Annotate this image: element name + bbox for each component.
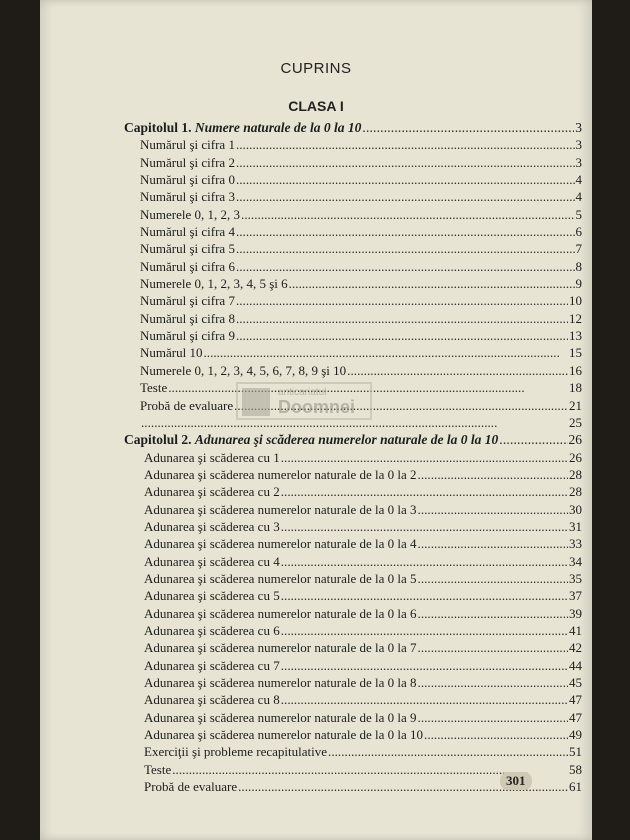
dot-leader [499,432,567,448]
entry-page-number: 6 [575,224,582,240]
entry-page-number: 3 [575,154,582,170]
entry-title: Numărul şi cifra 1 [140,137,235,153]
toc-entry-row [124,658,582,675]
chapter-number: Capitolul 1. [124,120,195,135]
toc-entry-row [124,606,582,623]
entry-page-number: 5 [575,206,582,222]
toc-entry-row [124,484,582,501]
entry-title: Teste [144,761,172,777]
dot-leader [418,502,568,518]
dot-leader [418,640,568,656]
toc-entry-row [124,727,582,744]
toc-entry-row [124,363,582,380]
dot-leader [236,259,575,275]
dot-leader [418,571,568,587]
entry-page-number: 41 [569,622,582,638]
toc-entry-row [124,293,582,310]
dot-leader [236,189,575,205]
dot-leader [418,675,568,691]
entry-title: Adunarea şi scăderea numerelor naturale de la 0 la 5 [144,570,417,586]
dot-leader [362,120,574,136]
toc-entry-row [124,744,582,761]
entry-title: Numărul şi cifra 0 [140,172,235,188]
toc-chapter-row [124,120,582,137]
entry-page-number: 8 [575,258,582,274]
table-of-contents [124,120,582,796]
entry-title: Numărul şi cifra 9 [140,328,235,344]
dot-leader [281,484,568,500]
toc-entry-row [124,259,582,276]
dot-leader [281,692,568,708]
entry-title: Adunarea şi scăderea numerelor naturale de la 0 la 10 [144,727,424,743]
entry-title: Numerele 0, 1, 2, 3, 4, 5 şi 6 [140,276,288,292]
dot-leader [347,363,568,379]
entry-title: Adunarea şi scăderea numerelor naturale de la 0 la 2 [144,466,417,482]
watermark-logo-icon [242,388,270,416]
entry-page-number: 15 [569,345,582,361]
dot-leader [236,241,575,257]
dot-leader [328,744,568,760]
toc-entry-row [124,519,582,536]
entry-title: Numărul şi cifra 5 [140,241,235,257]
dot-leader [424,727,568,743]
entry-page-number: 26 [568,432,582,448]
entry-page-number: 30 [569,501,582,517]
entry-page-number: 3 [575,120,582,135]
toc-entry-row [124,345,582,362]
dot-leader [281,554,568,570]
toc-entry-row [124,224,582,241]
toc-entry-row [124,502,582,519]
watermark [236,382,372,420]
entry-title: Adunarea şi scăderea cu 3 [144,518,280,534]
dot-leader [281,588,568,604]
toc-entry-row [124,328,582,345]
entry-page-number: 45 [569,675,582,690]
entry-title: Numerele 0, 1, 2, 3 [140,206,241,222]
chapter-name: Adunarea şi scăderea numerelor naturale de la 0 la 10 [194,432,499,448]
dot-leader [281,658,568,674]
entry-page-number: 3 [575,137,582,153]
entry-title: Numărul şi cifra 4 [140,224,235,240]
entry-page-number: 13 [569,328,582,344]
dot-leader [418,467,568,483]
dot-leader [236,155,575,171]
toc-entry-row [124,450,582,467]
toc-entry-row [124,467,582,484]
entry-page-number: 31 [569,518,582,534]
entry-title: Numărul şi cifra 6 [140,258,235,274]
dot-leader [241,207,574,223]
watermark-small-text: anticariatul [278,386,327,398]
book-page [40,0,592,840]
entry-page-number: 10 [569,293,582,309]
entry-title: Adunarea şi scăderea cu 7 [144,657,280,673]
dot-leader [203,345,568,361]
entry-page-number: 47 [569,709,582,725]
toc-entry-row [124,588,582,605]
entry-title: Adunarea şi scăderea cu 4 [144,553,280,569]
entry-page-number: 18 [569,380,582,396]
entry-page-number: 16 [569,362,582,378]
entry-page-number: 37 [569,588,582,604]
dot-leader [236,293,568,309]
chapter-name: Numere naturale de la 0 la 10 [194,120,362,135]
entry-title: Numărul şi cifra 8 [140,310,235,326]
class-heading: CLASA I [288,98,344,114]
toc-entry-row [124,155,582,172]
entry-page-number: 61 [569,779,582,795]
entry-page-number: 35 [569,570,582,586]
entry-page-number: 12 [569,310,582,326]
chapter-number: Capitolul 2. [124,432,195,448]
entry-title: Numărul şi cifra 2 [140,154,235,170]
entry-page-number: 21 [569,397,582,413]
dot-leader [281,623,568,639]
dot-leader [236,311,568,327]
entry-title: Adunarea şi scăderea numerelor naturale de la 0 la 9 [144,709,417,725]
entry-title: Probă de evaluare [140,397,234,413]
chapter-title [124,120,361,136]
entry-title: Probă de evaluare [144,779,238,795]
entry-title: Numărul şi cifra 3 [140,189,235,205]
toc-entry-row [124,189,582,206]
dot-leader [289,276,575,292]
entry-page-number: 42 [569,640,582,656]
toc-entry-row [124,571,582,588]
toc-chapter-row [124,432,582,449]
toc-entry-row [124,675,582,692]
dot-leader [281,519,568,535]
toc-entry-row [124,623,582,640]
entry-page-number: 26 [569,449,582,465]
entry-page-number: 28 [569,466,582,482]
entry-title: Adunarea şi scăderea numerelor naturale de la 0 la 4 [144,536,417,552]
entry-page-number: 9 [575,276,582,292]
entry-page-number: 7 [575,241,582,257]
toc-entry-row [124,536,582,553]
entry-page-number: 44 [569,657,582,673]
dot-leader [418,710,568,726]
dot-leader [418,606,568,622]
entry-page-number: 58 [569,761,582,777]
toc-entry-row [124,692,582,709]
entry-title: Numărul şi cifra 7 [140,293,235,309]
toc-entry-row [124,137,582,154]
dot-leader [236,172,575,188]
dot-leader [236,328,568,344]
watermark-big-text: Doomnei [278,396,356,417]
dot-leader [281,450,568,466]
entry-title: Teste [140,380,168,396]
entry-page-number: 33 [569,536,582,552]
entry-title: Adunarea şi scăderea cu 5 [144,588,280,604]
toc-entry-row [124,241,582,258]
toc-entry-row [124,311,582,328]
entry-title: Adunarea şi scăderea numerelor naturale de la 0 la 6 [144,605,417,621]
entry-page-number: 4 [575,172,582,188]
entry-title: Numerele 0, 1, 2, 3, 4, 5, 6, 7, 8, 9 şi 10 [140,362,347,378]
dot-leader [418,536,568,552]
entry-title: Numărul 10 [140,345,203,361]
entry-page-number: 47 [569,692,582,708]
toc-entry-row [124,554,582,571]
entry-title: Adunarea şi scăderea cu 6 [144,622,280,638]
toc-entry-row [124,172,582,189]
chapter-title [124,432,498,448]
entry-page-number: 39 [569,605,582,621]
dot-leader [236,137,575,153]
entry-title: Adunarea şi scăderea numerelor naturale de la 0 la 8 [144,675,417,690]
toc-entry-row [124,207,582,224]
toc-entry-row [124,640,582,657]
toc-entry-row [124,710,582,727]
entry-title: Adunarea şi scăderea numerelor naturale de la 0 la 7 [144,640,417,656]
entry-page-number: 25 [569,414,582,430]
entry-title: Adunarea şi scăderea cu 8 [144,692,280,708]
entry-page-number: 4 [575,189,582,205]
entry-page-number: 34 [569,553,582,569]
entry-title: Adunarea şi scăderea cu 2 [144,484,280,500]
entry-page-number: 49 [569,727,582,743]
toc-entry-row [124,276,582,293]
entry-page-number: 28 [569,484,582,500]
entry-title: Adunarea şi scăderea cu 1 [144,449,280,465]
entry-title: Adunarea şi scăderea numerelor naturale de la 0 la 3 [144,501,417,517]
dot-leader [236,224,575,240]
entry-title: Exerciţii şi probleme recapitulative [144,744,328,760]
entry-page-number: 51 [569,744,582,760]
page-number: 301 [500,772,532,790]
page-title: CUPRINS [280,60,352,77]
